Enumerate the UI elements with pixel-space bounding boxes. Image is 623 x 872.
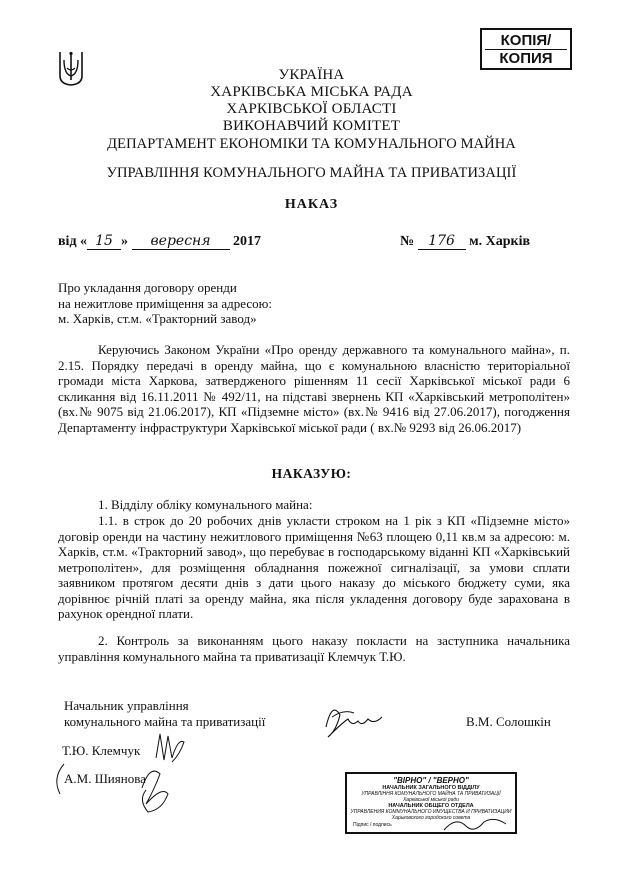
- number-line: [400, 233, 530, 250]
- cert-signature: [440, 812, 510, 838]
- cert-line3: Харківської міської ради: [402, 797, 460, 803]
- approver-1-name: Т.Ю. Клемчук: [62, 743, 141, 758]
- item-2: 2. Контроль за виконанням цього наказу покласти на заступника начальника управління комунального майна та приватизації Клемчук Т.Ю.: [58, 633, 570, 664]
- order-number: 176: [418, 233, 466, 250]
- item-1-1: 1.1. в строк до 20 робочих днів укласти строком на 1 рік з КП «Підземне місто» договір оренди на частину нежитлового приміщення №63 площею 0,11 кв.м за адресою: м. Харків, ст.м. «Тракторний завод», що перебуває в господарському віданні КП «Харківський метрополітен», для розміщення обладнання пожежної сигналізації, за умови сплати заявником протягом десяти днів з дати цього наказу до міського бюджету суми, яка дорівнює річній платі за оренду майна, яка після укладення договору буде зарахована в рахунок орендної плати.: [58, 513, 570, 621]
- date-prefix: від «: [58, 234, 88, 249]
- head-name: В.М. Солошкін: [466, 714, 551, 729]
- cert-line2: УПРАВЛІННЯ КОМУНАЛЬНОГО МАЙНА ТА ПРИВАТИЗАЦІЇ: [361, 791, 501, 797]
- cert-title: "ВІРНО" / "ВЕРНО": [393, 776, 469, 785]
- order-heading: НАКАЗУЮ:: [271, 466, 352, 481]
- cert-sign-label: Підпис / подпись: [353, 822, 392, 828]
- date-mid: »: [121, 234, 129, 249]
- order-subject: [58, 280, 358, 327]
- preamble-paragraph: Керуючись Законом України «Про оренду державного та комунального майна», п. 2.15. Порядку передачі в оренду майна, що є комунальною власністю територіальної громади міста Харкова, затвердженого рішенням 11 сесії Харківської міської ради 6 скликання від 16.11.2011 № 492/11, на підставі звернень КП «Харківський метрополітен» (вх.№ 9075 від 21.06.2017), КП «Підземне місто» (вх.№ 9416 від 27.06.2017), погодження Департаменту інфраструктури Харківської міської ради ( вх.№ 9293 від 26.06.2017): [58, 342, 570, 435]
- date-line: [58, 233, 261, 250]
- item-1: 1. Відділу обліку комунального майна:: [98, 497, 313, 512]
- cert-line5: УПРАВЛЕНИЯ КОММУНАЛЬНОГО ИМУЩЕСТВА И ПРИВАТИЗАЦИИ: [350, 809, 512, 815]
- document-title: НАКАЗ: [284, 197, 339, 212]
- subject-line1: Про укладання договору оренди: [58, 280, 237, 295]
- header-department: ДЕПАРТАМЕНТ ЕКОНОМІКИ ТА КОМУНАЛЬНОГО МАЙНА: [107, 136, 516, 152]
- subject-line2: на нежитлове приміщення за адресою:: [58, 295, 272, 311]
- date-month: вересня: [132, 233, 230, 250]
- header-committee: ВИКОНАВЧИЙ КОМІТЕТ: [222, 118, 401, 134]
- cert-line1: НАЧАЛЬНИК ЗАГАЛЬНОГО ВІДДІЛУ: [382, 785, 480, 791]
- head-signature: [318, 697, 388, 745]
- copy-stamp-line1: КОПІЯ/: [500, 32, 552, 49]
- cert-line4: НАЧАЛЬНИК ОБЩЕГО ОТДЕЛА: [388, 803, 474, 809]
- date-year: 2017: [233, 234, 262, 249]
- header-council: ХАРКІВСЬКА МІСЬКА РАДА: [210, 84, 413, 100]
- position-line2: комунального майна та приватизації: [64, 713, 266, 729]
- header-country: УКРАЇНА: [278, 67, 345, 83]
- date-day: 15: [87, 233, 121, 250]
- position-line1: Начальник управління: [64, 698, 189, 713]
- approver-2-name: А.М. Шиянова: [64, 771, 146, 786]
- number-prefix: №: [400, 234, 415, 249]
- signatory-position: [64, 698, 265, 729]
- copy-stamp-line2: КОПИЯ: [485, 49, 567, 67]
- header-division: УПРАВЛІННЯ КОМУНАЛЬНОГО МАЙНА ТА ПРИВАТИЗАЦІЇ: [106, 165, 517, 181]
- cert-line6: Харьковского городского совета: [391, 815, 471, 821]
- subject-line3: м. Харків, ст.м. «Тракторний завод»: [58, 311, 257, 326]
- order-city: м. Харків: [469, 234, 531, 249]
- approver-2-signature: [50, 760, 180, 820]
- header-region: ХАРКІВСЬКОЇ ОБЛАСТІ: [226, 101, 397, 117]
- copy-stamp: [480, 28, 572, 70]
